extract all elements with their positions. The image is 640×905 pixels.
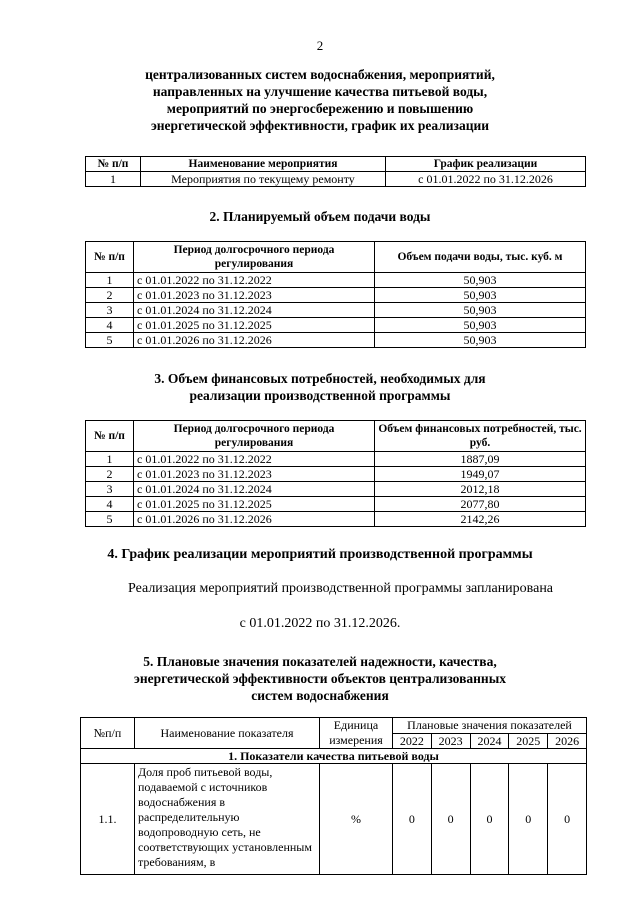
cell: с 01.01.2026 по 31.12.2026 bbox=[134, 512, 375, 527]
col-year: 2023 bbox=[431, 733, 470, 749]
cell: с 01.01.2024 по 31.12.2024 bbox=[134, 482, 375, 497]
section5-title-line: систем водоснабжения bbox=[251, 688, 389, 703]
cell: 2 bbox=[86, 288, 134, 303]
cell: Доля проб питьевой воды, подаваемой с источников водоснабжения в распределительную водопроводную сеть, не соответствующих установленным требованиям, в bbox=[135, 764, 320, 875]
cell: с 01.01.2022 по 31.12.2026 bbox=[386, 172, 586, 187]
cell: 5 bbox=[86, 333, 134, 348]
cell: 50,903 bbox=[375, 318, 586, 333]
group-header-row bbox=[81, 749, 587, 764]
cell: 1 bbox=[86, 452, 134, 467]
cell: с 01.01.2026 по 31.12.2026 bbox=[134, 333, 375, 348]
col-period: Период долгосрочного периода регулирования bbox=[134, 421, 375, 452]
section5-title-line: 5. Плановые значения показателей надежности, качества, bbox=[143, 654, 497, 669]
table-row bbox=[86, 288, 586, 303]
col-year: 2024 bbox=[470, 733, 509, 749]
col-measure: Наименование мероприятия bbox=[141, 157, 386, 172]
col-volume: Объем подачи воды, тыс. куб. м bbox=[375, 242, 586, 273]
section5-title bbox=[0, 653, 640, 704]
table-row bbox=[86, 172, 586, 187]
section4-text-line1: Реализация мероприятий производственной программы запланирована bbox=[128, 581, 554, 596]
page-number: 2 bbox=[316, 38, 324, 53]
cell: 1887,09 bbox=[375, 452, 586, 467]
cell: % bbox=[320, 764, 393, 875]
cell: с 01.01.2023 по 31.12.2023 bbox=[134, 288, 375, 303]
cell: 1 bbox=[86, 172, 141, 187]
financial-needs-table bbox=[85, 420, 586, 527]
col-indicator-name: Наименование показателя bbox=[135, 718, 320, 749]
cell: 1.1. bbox=[81, 764, 135, 875]
cell: с 01.01.2024 по 31.12.2024 bbox=[134, 303, 375, 318]
cell: 2 bbox=[86, 467, 134, 482]
col-period: Период долгосрочного периода регулирования bbox=[134, 242, 375, 273]
cell: 2077,80 bbox=[375, 497, 586, 512]
table-row bbox=[86, 318, 586, 333]
cell: с 01.01.2023 по 31.12.2023 bbox=[134, 467, 375, 482]
cell: 0 bbox=[509, 764, 548, 875]
cell: 50,903 bbox=[375, 273, 586, 288]
col-num: № п/п bbox=[86, 157, 141, 172]
cell: 2142,26 bbox=[375, 512, 586, 527]
section3-title bbox=[0, 370, 640, 404]
cell: 4 bbox=[86, 497, 134, 512]
cell: 3 bbox=[86, 482, 134, 497]
col-plan-values: Плановые значения показателей bbox=[393, 718, 587, 734]
cell: 50,903 bbox=[375, 303, 586, 318]
section2-title bbox=[0, 208, 640, 225]
indicators-table bbox=[80, 717, 587, 875]
intro-heading bbox=[0, 66, 640, 134]
table-header-row bbox=[86, 242, 586, 273]
table-row bbox=[86, 273, 586, 288]
cell: 0 bbox=[431, 764, 470, 875]
table-row bbox=[86, 303, 586, 318]
table-row bbox=[86, 452, 586, 467]
col-num: № п/п bbox=[86, 242, 134, 273]
intro-heading-line: энергетической эффективности, график их реализации bbox=[150, 118, 490, 133]
table-row bbox=[86, 333, 586, 348]
section5-title-line: энергетической эффективности объектов централизованных bbox=[133, 671, 506, 686]
section3-title-line: реализации производственной программы bbox=[189, 388, 451, 403]
table-row bbox=[86, 497, 586, 512]
measures-table bbox=[85, 156, 586, 187]
cell: 0 bbox=[548, 764, 587, 875]
col-num: № п/п bbox=[86, 421, 134, 452]
group-title: 1. Показатели качества питьевой воды bbox=[81, 749, 587, 764]
cell: с 01.01.2022 по 31.12.2022 bbox=[134, 452, 375, 467]
table-row bbox=[86, 482, 586, 497]
table-header-row bbox=[86, 157, 586, 172]
intro-heading-line: централизованных систем водоснабжения, мероприятий, bbox=[145, 67, 495, 82]
intro-heading-line: направленных на улучшение качества питьевой воды, bbox=[152, 84, 488, 99]
cell: 50,903 bbox=[375, 333, 586, 348]
cell: 5 bbox=[86, 512, 134, 527]
cell: 3 bbox=[86, 303, 134, 318]
cell: 0 bbox=[393, 764, 432, 875]
cell: 4 bbox=[86, 318, 134, 333]
cell: 0 bbox=[470, 764, 509, 875]
cell: 1 bbox=[86, 273, 134, 288]
cell: 1949,07 bbox=[375, 467, 586, 482]
col-year: 2022 bbox=[393, 733, 432, 749]
intro-heading-line: мероприятий по энергосбережению и повышению bbox=[166, 101, 474, 116]
cell: 50,903 bbox=[375, 288, 586, 303]
table-header-row bbox=[81, 718, 587, 734]
section3-title-line: 3. Объем финансовых потребностей, необходимых для bbox=[154, 371, 486, 386]
section2-title-text: 2. Планируемый объем подачи воды bbox=[209, 209, 431, 224]
col-schedule: График реализации bbox=[386, 157, 586, 172]
cell: с 01.01.2022 по 31.12.2022 bbox=[134, 273, 375, 288]
col-finance: Объем финансовых потребностей, тыс. руб. bbox=[375, 421, 586, 452]
cell: с 01.01.2025 по 31.12.2025 bbox=[134, 318, 375, 333]
section4-title-text: 4. График реализации мероприятий производственной программы bbox=[107, 547, 533, 562]
col-unit: Единица измерения bbox=[320, 718, 393, 749]
section4-text-line2: с 01.01.2022 по 31.12.2026. bbox=[239, 616, 401, 631]
cell: Мероприятия по текущему ремонту bbox=[141, 172, 386, 187]
table-row bbox=[86, 512, 586, 527]
water-supply-table bbox=[85, 241, 586, 348]
table-header-row bbox=[86, 421, 586, 452]
col-year: 2025 bbox=[509, 733, 548, 749]
section4-title bbox=[0, 546, 640, 563]
table-row bbox=[81, 764, 587, 875]
cell: с 01.01.2025 по 31.12.2025 bbox=[134, 497, 375, 512]
col-num: №п/п bbox=[81, 718, 135, 749]
col-year: 2026 bbox=[548, 733, 587, 749]
cell: 2012,18 bbox=[375, 482, 586, 497]
table-row bbox=[86, 467, 586, 482]
